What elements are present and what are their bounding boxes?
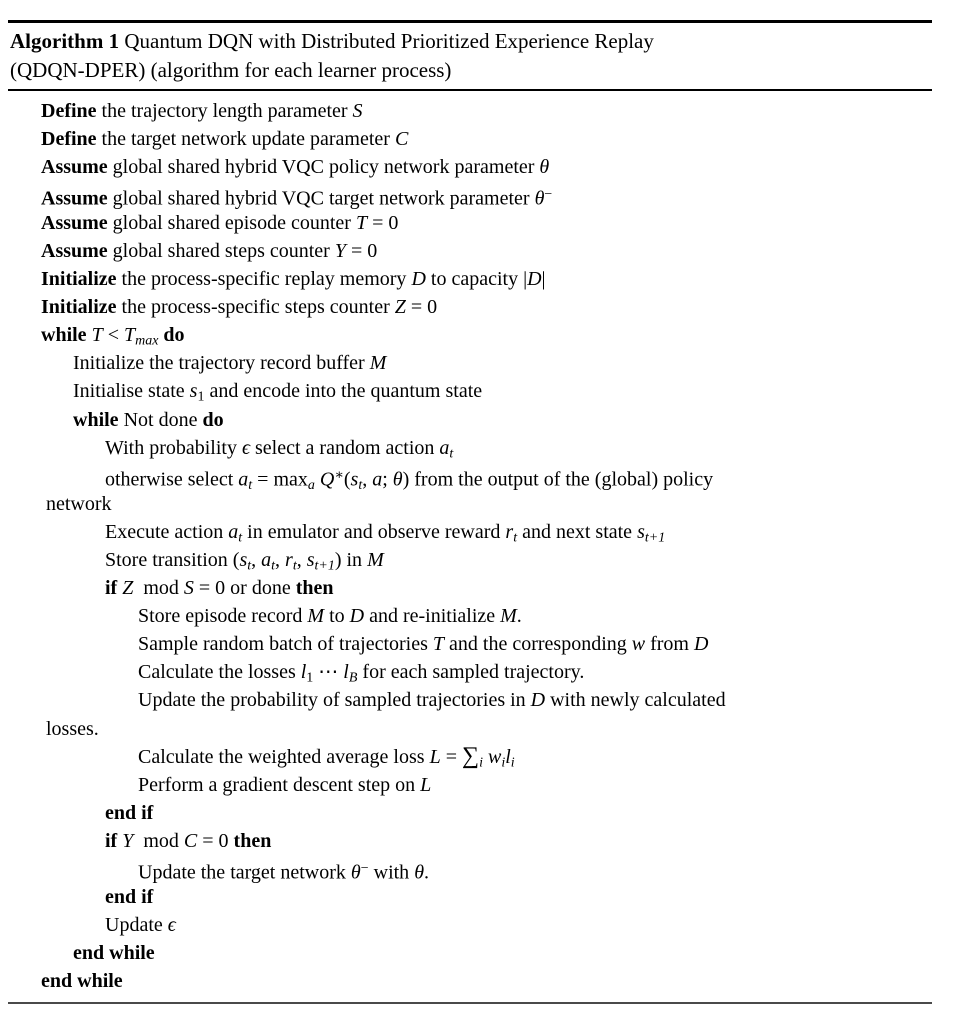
algorithm-line-segment: = 0 or done [193,577,296,600]
algorithm-line-segment: ∗ [334,467,344,483]
algorithm-line-segment: . [424,861,430,884]
algorithm-line-segment: do [163,324,185,347]
algorithm-line-segment: D [349,605,365,628]
algorithm-line-segment: global shared hybrid VQC policy network parameter [107,155,540,178]
algorithm-line-segment: < [102,324,124,347]
algorithm-line-segment: l [505,745,511,768]
algorithm-line-segment: with [368,861,415,884]
algorithm-line-segment: a [439,436,450,459]
algorithm-line-segment: With probability [105,436,242,459]
algorithm-line-segment: do [202,408,224,431]
algorithm-line [8,771,932,799]
algorithm-line-segment: Store episode record [138,605,308,628]
algorithm-line-segment: Define [41,99,97,122]
algorithm-title-line2: (QDQN-DPER) (algorithm for each learner process) [10,58,452,82]
algorithm-line-segment: a [238,468,249,491]
algorithm-line [8,209,932,237]
algorithm-line-segment: = 0 [345,239,378,262]
algorithm-line-segment: Assume [41,187,108,210]
algorithm-line-segment: Initialize [41,296,117,319]
algorithm-line-segment: Q [319,468,335,491]
algorithm-line-segment: − [544,186,553,202]
algorithm-line-segment: w [631,633,646,656]
algorithm-line-segment: from [645,633,694,656]
algorithm-line-segment: B [348,670,358,686]
algorithm-line-segment: mod [133,577,184,600]
algorithm-line [8,715,932,743]
algorithm-line-segment: t+1 [314,558,335,574]
algorithm-line-segment: C [394,127,409,150]
algorithm-line-segment: global shared episode counter [107,211,356,234]
algorithm-line [8,490,932,518]
algorithm-line [8,799,932,827]
algorithm-line-segment: ∑ [461,742,480,769]
algorithm-line-segment: T [355,211,368,234]
algorithm-line-segment: θ [392,468,403,491]
algorithm-line-segment: 1 [306,670,314,686]
algorithm-line-segment: while [73,408,119,431]
algorithm-line-segment: Initialise state [73,380,190,403]
algorithm-line-segment: θ [350,861,361,884]
algorithm-line-segment: i [510,755,515,771]
algorithm-line [8,349,932,377]
algorithm-line-segment: M [369,352,387,375]
algorithm-line-segment: ( [343,468,351,491]
algorithm-line [8,293,932,321]
algorithm-line-segment: s [637,520,645,543]
algorithm-line-segment: Initialize [41,268,117,291]
algorithm-line-segment: network [46,492,112,515]
algorithm-line-segment: end if [105,886,154,909]
algorithm-line-segment: t [238,530,243,546]
algorithm-line-segment: i [479,755,483,771]
algorithm-line [8,377,932,405]
algorithm-line-segment: s [306,549,315,571]
algorithm-line [8,321,932,349]
algorithm-line-segment: in emulator and observe reward [242,520,506,543]
algorithm-line-segment: D [527,268,542,291]
algorithm-title [8,23,932,89]
algorithm-line-segment: end while [41,970,123,993]
algorithm-line-segment: S [183,577,194,600]
algorithm-line-segment: , [362,468,373,491]
algorithm-line-segment: T [91,324,103,347]
algorithm-line-segment: = [440,745,462,768]
algorithm-line-segment: r [285,549,293,571]
algorithm-line [8,574,932,602]
algorithm-line [8,518,932,546]
algorithm-line-segment: to [324,605,350,628]
algorithm-line-segment: to capacity | [425,268,528,291]
algorithm-line-segment: w [487,745,502,768]
algorithm-line-segment: ϵ [167,914,176,937]
algorithm-line [8,686,932,714]
algorithm-line-segment: otherwise select [105,468,239,491]
algorithm-line [8,125,932,153]
algorithm-line-segment: l [343,661,349,684]
algorithm-line [8,462,932,493]
algorithm-line-segment: − [360,861,369,877]
algorithm-body [8,91,932,1002]
algorithm-line-segment: ; [382,468,393,491]
algorithm-line-segment: global shared hybrid VQC target network parameter [107,187,535,210]
algorithm-line-segment: D [411,268,426,291]
algorithm-line-segment: then [233,829,272,852]
algorithm-line [8,911,932,939]
algorithm-line [8,546,932,574]
algorithm-line-segment: Update the target network [138,861,351,884]
algorithm-line-segment: global shared steps counter [107,239,335,262]
algorithm-line-segment: max [135,333,159,349]
algorithm-line [8,967,932,995]
algorithm-line-segment: Calculate the losses [138,661,301,684]
algorithm-line [8,658,932,686]
algorithm-line [8,602,932,630]
algorithm-line-segment: L [429,745,441,768]
algorithm-line-segment: , [251,549,262,571]
algorithm-line-segment: while [41,324,87,347]
algorithm-line-segment: the trajectory length parameter [96,99,353,122]
algorithm-line-segment: D [694,633,709,656]
algorithm-line-segment: if [105,829,118,852]
algorithm-line-segment: Assume [41,155,108,178]
algorithm-label: Algorithm 1 [10,29,120,53]
algorithm-line-segment: θ [539,155,550,178]
algorithm-line-segment: with newly calculated [545,689,726,712]
algorithm-line-segment: , [296,549,307,571]
algorithm-line-segment: Store transition ( [105,549,240,571]
algorithm-line-segment: , [275,549,286,571]
algorithm-line [8,237,932,265]
algorithm-line-segment: ⋯ [313,661,344,684]
algorithm-line-segment: Perform a gradient descent step on [138,773,421,796]
algorithm-line-segment: Define [41,127,97,150]
algorithm-line-segment: end while [73,942,155,965]
algorithm-line-segment: and next state [517,520,638,543]
algorithm-line-segment: and the corresponding [444,633,632,656]
algorithm-line [8,434,932,462]
algorithm-line-segment: s [189,380,198,403]
algorithm-line-segment: M [500,605,517,628]
algorithm-line-segment: if [105,577,118,600]
algorithm-line-segment: = 0 [405,296,438,319]
algorithm-line-segment: Execute action [105,520,229,543]
algorithm-line-segment: select a random action [250,436,440,459]
algorithm-line-segment: t [449,446,454,462]
algorithm-line-segment: losses. [46,717,99,740]
algorithm-line-segment: t+1 [644,530,666,546]
algorithm-line-segment: 1 [197,389,205,405]
algorithm-line-segment: a [261,549,272,571]
algorithm-line-segment: θ [414,861,425,884]
algorithm-line-segment: Calculate the weighted average loss [138,745,430,768]
algorithm-line-segment: s [350,468,359,491]
algorithm-line-segment: . [516,605,522,628]
algorithm-line-segment: Not done [118,408,203,431]
algorithm-line-segment: t [248,477,253,493]
algorithm-line [8,855,932,883]
algorithm-title-rest: Quantum DQN with Distributed Prioritized Experience Replay [119,29,654,53]
algorithm-line-segment: a [307,477,315,493]
algorithm-line-segment: the process-specific replay memory [116,268,412,291]
algorithm-line [8,265,932,293]
algorithm-line-segment: t [513,530,518,546]
algorithm-line-segment: ) in [334,549,368,571]
algorithm-line-segment: M [307,605,325,628]
algorithm-line-segment: a [372,468,383,491]
algorithm-line-segment: Assume [41,211,108,234]
algorithm-line-segment: l [300,661,307,684]
algorithm-line-segment: r [505,520,514,543]
algorithm-line-segment: S [352,99,363,122]
bottom-rule [8,1002,932,1004]
algorithm-line [8,939,932,967]
algorithm-line-segment: end if [105,801,154,824]
algorithm-line-segment: θ [534,187,545,210]
algorithm-line-segment: D [530,689,546,712]
algorithm-line-segment: for each sampled trajectory. [357,661,585,684]
algorithm-block [8,20,932,1004]
algorithm-line [8,97,932,125]
algorithm-line-segment: Assume [41,239,108,262]
algorithm-line-segment: t [247,558,252,574]
algorithm-line [8,743,932,771]
algorithm-line-segment: t [292,558,297,574]
algorithm-line-segment: t [358,477,363,493]
algorithm-line-segment: Z [394,296,406,319]
algorithm-line-segment: Update [105,914,168,937]
algorithm-line-segment: T [123,324,136,347]
algorithm-line-segment: the process-specific steps counter [116,296,395,319]
algorithm-line [8,630,932,658]
algorithm-line-segment: mod [133,829,184,852]
algorithm-line-segment: t [271,558,276,574]
algorithm-line-segment: = max [252,468,308,491]
algorithm-line-segment: and encode into the quantum state [204,380,483,403]
algorithm-line-segment: M [367,549,384,571]
algorithm-line-segment: the target network update parameter [96,127,395,150]
algorithm-line-segment: i [501,755,506,771]
algorithm-line-segment: Y [334,239,346,262]
algorithm-line-segment: and re-initialize [364,605,501,628]
algorithm-line-segment: Z [122,577,134,600]
algorithm-line [8,406,932,434]
algorithm-line-segment: | [541,268,546,291]
algorithm-line-segment: ) from the output of the (global) policy [402,468,714,491]
algorithm-line-segment: then [295,577,334,600]
algorithm-line-segment: Sample random batch of trajectories [138,633,433,656]
algorithm-line-segment: C [183,829,198,852]
algorithm-line-segment: L [420,773,432,796]
algorithm-line [8,827,932,855]
algorithm-line-segment: = 0 [197,829,234,852]
algorithm-line-segment: s [239,549,248,571]
algorithm-line-segment: = 0 [367,211,399,234]
algorithm-line-segment: Initialize the trajectory record buffer [73,352,370,375]
algorithm-line-segment: a [228,520,239,543]
algorithm-line-segment: Update the probability of sampled trajectories in [138,689,531,712]
algorithm-line [8,883,932,911]
algorithm-line-segment: T [432,633,445,656]
algorithm-line [8,153,932,181]
algorithm-line [8,181,932,209]
algorithm-line-segment: ϵ [241,436,251,459]
algorithm-line-segment: Y [122,829,134,852]
